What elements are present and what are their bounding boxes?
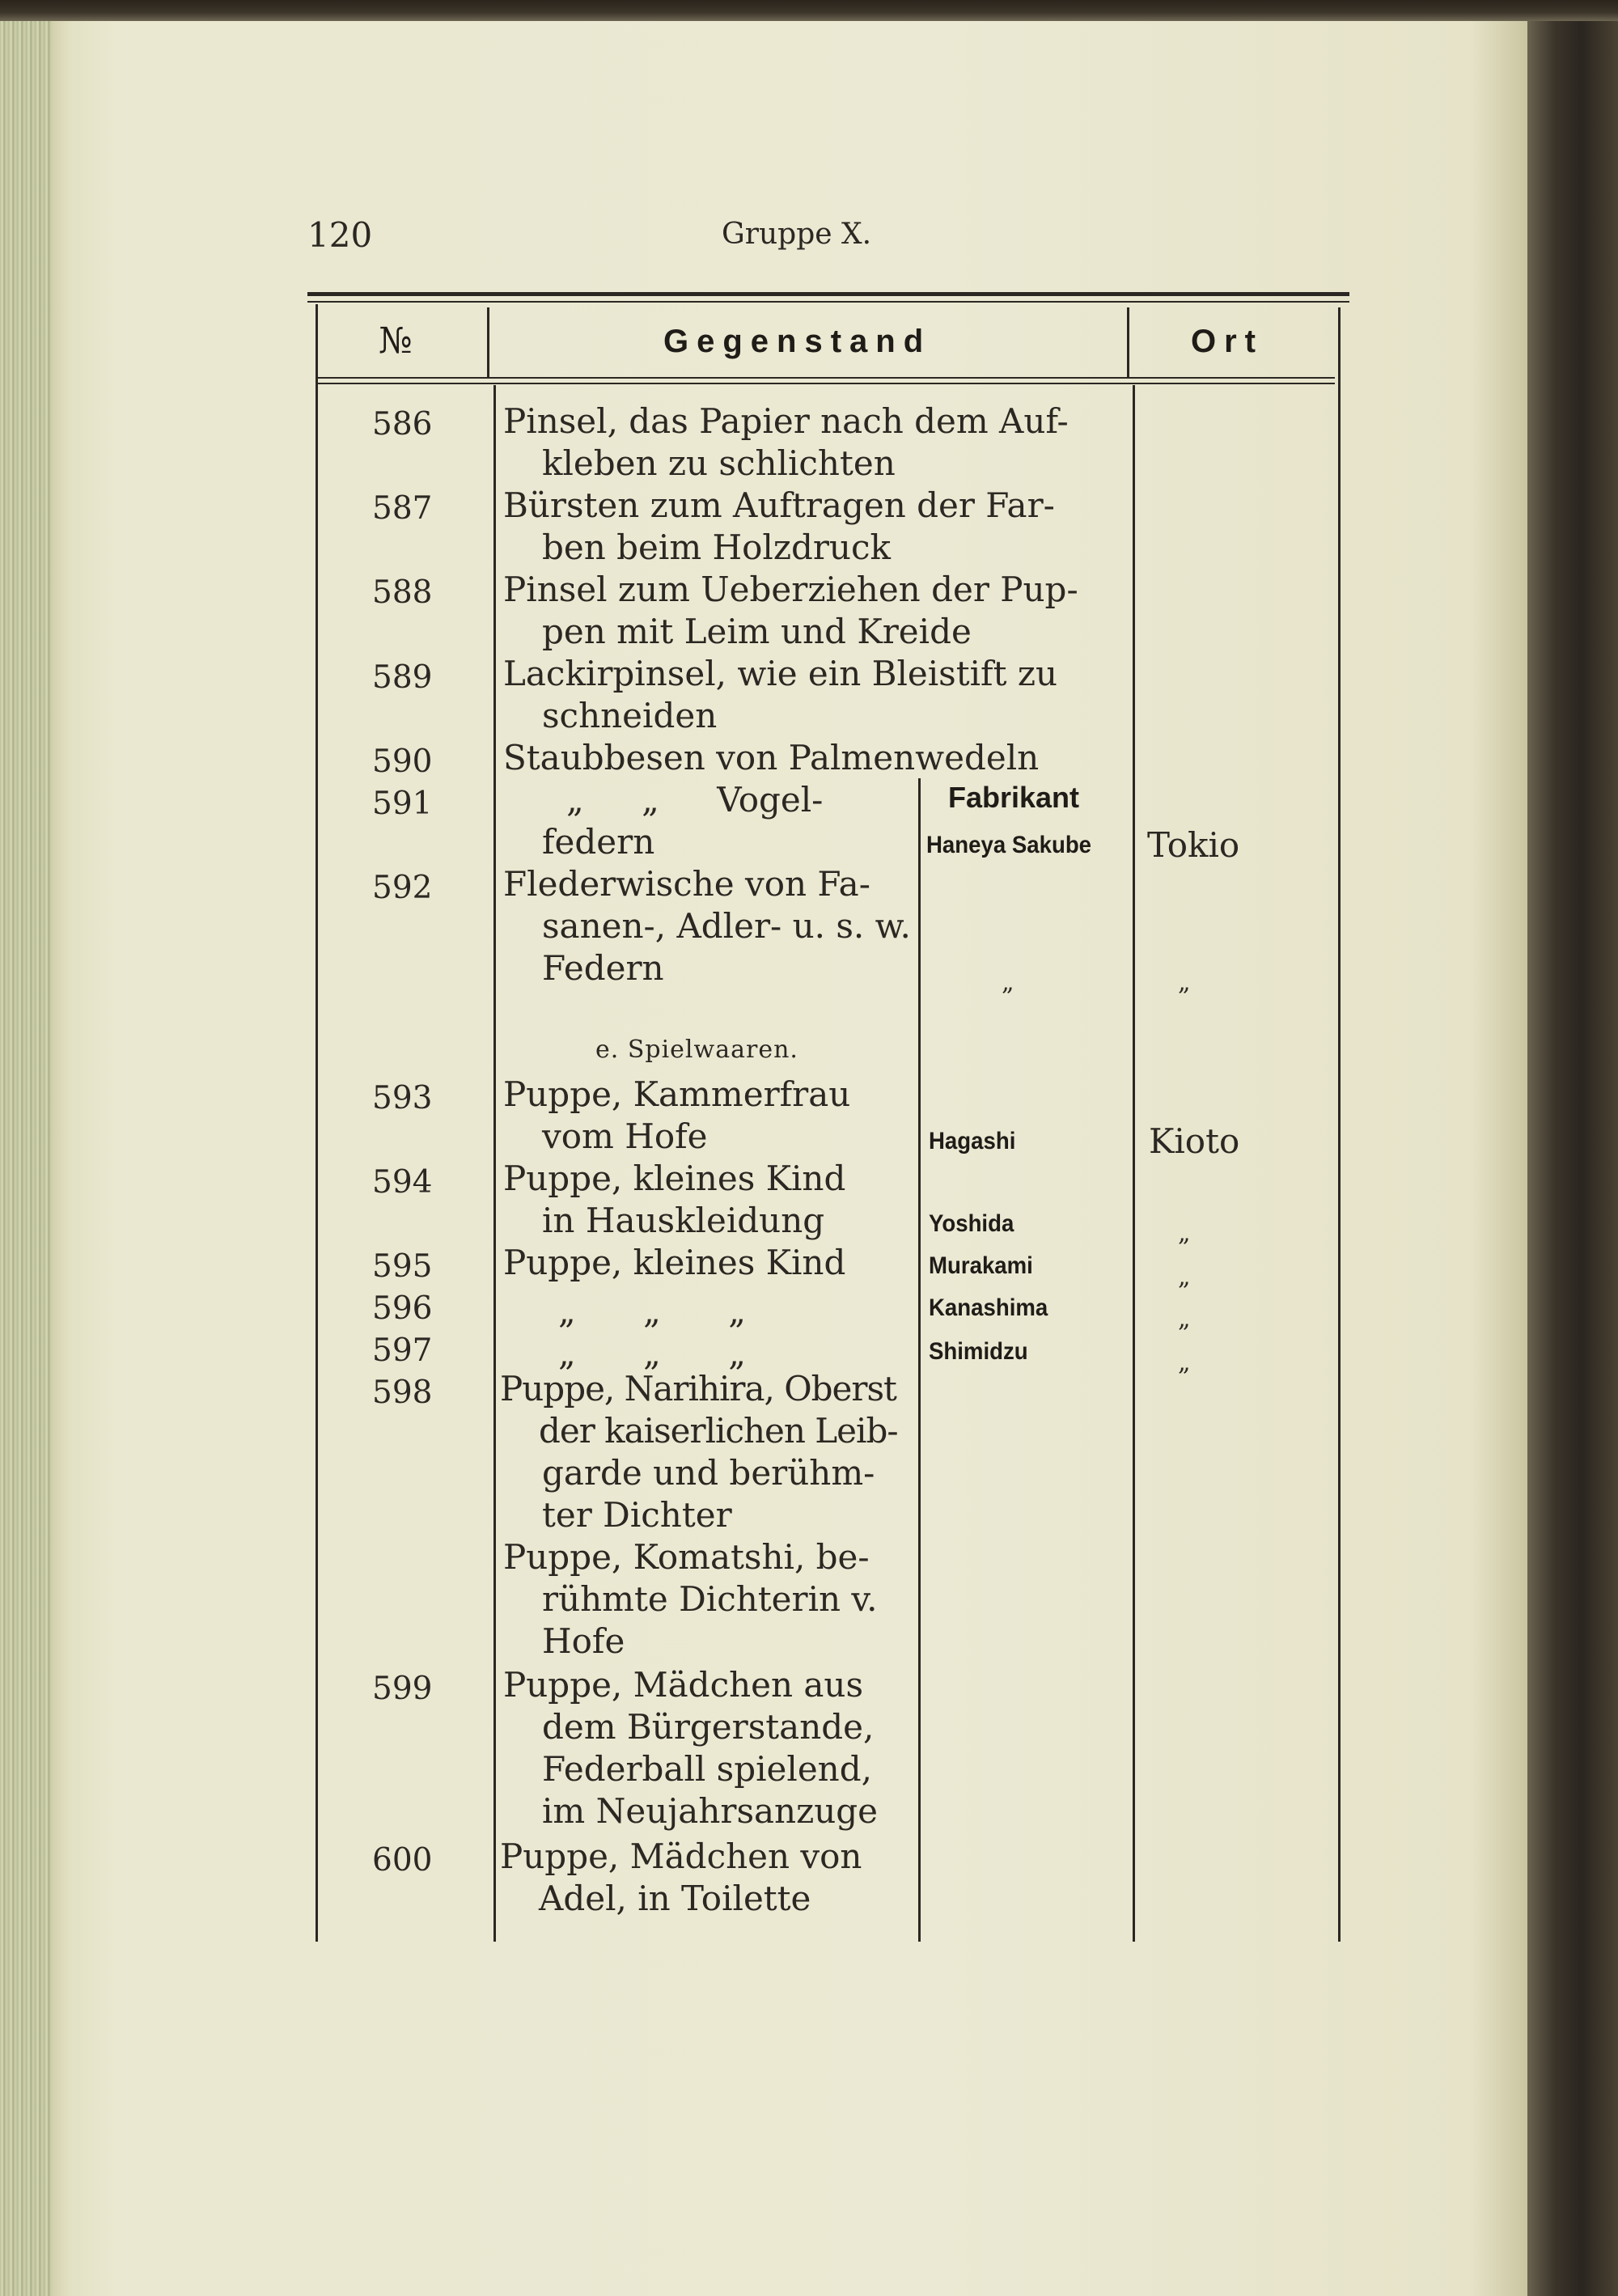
row-description-line: „ „ „ [558,1333,746,1373]
row-number: 597 [372,1332,433,1369]
row-place: Tokio [1147,825,1240,865]
row-description-line: Hofe [542,1621,625,1661]
column-rule-ort-header [1127,307,1129,379]
row-number: 594 [372,1164,433,1201]
row-description-line: Puppe, kleines Kind [503,1159,846,1198]
column-rule-maker [918,778,921,1942]
row-description-line: dem Bürgerstande, [542,1707,875,1747]
column-rule-right [1338,307,1341,1942]
page [52,18,1529,2296]
book-binding [1527,18,1618,2296]
row-maker: „ [1002,968,1014,997]
row-description-line: Federball spielend, [542,1749,872,1789]
row-number: 588 [372,574,433,611]
column-rule-ort [1133,385,1135,1942]
row-maker: Hagashi [929,1128,1016,1154]
row-description-line: Puppe, Komatshi, be- [503,1537,870,1577]
row-number: 596 [372,1290,433,1327]
row-place: „ [1178,1305,1191,1333]
row-description-line: „ „ Vogel- [566,780,824,820]
row-number: 586 [372,406,433,443]
row-description-line: der kaiserlichen Leib- [539,1411,898,1451]
row-maker: Haneya Sakube [926,832,1092,858]
row-number: 593 [372,1080,433,1116]
row-maker: Murakami [929,1252,1033,1279]
row-description-line: Staubbesen von Palmenwedeln [503,738,1040,777]
row-description-line: Bürsten zum Auftragen der Far- [503,485,1055,525]
row-description-line: kleben zu schlichten [542,443,896,483]
row-place: Kioto [1149,1121,1240,1161]
row-description-line: federn [542,822,655,862]
row-description-line: im Neujahrsanzuge [542,1791,879,1831]
row-description-line: „ „ „ [558,1291,746,1331]
row-number: 599 [372,1671,433,1707]
row-place: „ [1178,1219,1191,1248]
row-description-line: garde und berühm- [542,1453,875,1493]
row-description-line: schneiden [542,696,718,735]
row-description-line: in Hauskleidung [542,1201,825,1240]
row-description-line: ben beim Holzdruck [542,527,891,567]
row-description-line: vom Hofe [542,1116,708,1156]
row-number: 600 [372,1842,433,1879]
row-maker: Kanashima [929,1294,1048,1321]
row-description-line: Puppe, Narihira, Oberst [500,1369,896,1409]
row-place: „ [1178,968,1191,997]
row-maker: Yoshida [929,1210,1014,1237]
row-description-line: Puppe, Mädchen aus [503,1665,864,1705]
row-description-line: Federn [542,948,664,988]
header-rule [317,377,1335,379]
top-rule-thin [307,301,1349,303]
header-number: № [379,320,413,362]
row-description-line: Pinsel, das Papier nach dem Auf- [503,401,1069,441]
row-place: „ [1178,1349,1191,1377]
row-description-line: Puppe, kleines Kind [503,1243,846,1282]
row-description-line: pen mit Leim und Kreide [542,612,972,651]
row-description-line: Pinsel zum Ueberziehen der Pup- [503,570,1078,609]
row-description-line: Lackirpinsel, wie ein Bleistift zu [503,654,1058,693]
page-stack-edge [0,0,52,2296]
header-rule-thin [317,383,1335,384]
page-number: 120 [307,215,373,255]
top-edge [0,0,1618,21]
row-description-line: ter Dichter [542,1495,732,1535]
top-rule [307,292,1349,296]
row-number: 590 [372,743,433,780]
row-number: 591 [372,786,433,822]
row-number: 595 [372,1248,433,1285]
row-description-line: Puppe, Kammerfrau [503,1074,851,1114]
row-number: 592 [372,870,433,906]
row-number: 587 [372,490,433,527]
row-description-line: sanen-, Adler- u. s. w. [542,906,911,946]
row-maker: Shimidzu [929,1338,1028,1365]
row-number: 598 [372,1375,433,1411]
column-rule-no-header [487,307,489,379]
section-heading: e. Spielwaaren. [595,1036,798,1064]
row-place: „ [1178,1263,1191,1291]
row-number: 589 [372,659,433,696]
header-place: Ort [1191,324,1264,359]
column-rule-no [493,385,496,1942]
row-description-line: Puppe, Mädchen von [500,1836,862,1876]
row-description-line: rühmte Dichterin v. [542,1579,878,1619]
row-description-line: Flederwische von Fa- [503,864,870,904]
row-description-line: Adel, in Toilette [539,1879,811,1918]
column-rule-left [316,304,318,1942]
header-item: Gegenstand [663,324,932,359]
running-head: Gruppe X. [722,218,872,251]
maker-header: Fabrikant [948,781,1080,814]
